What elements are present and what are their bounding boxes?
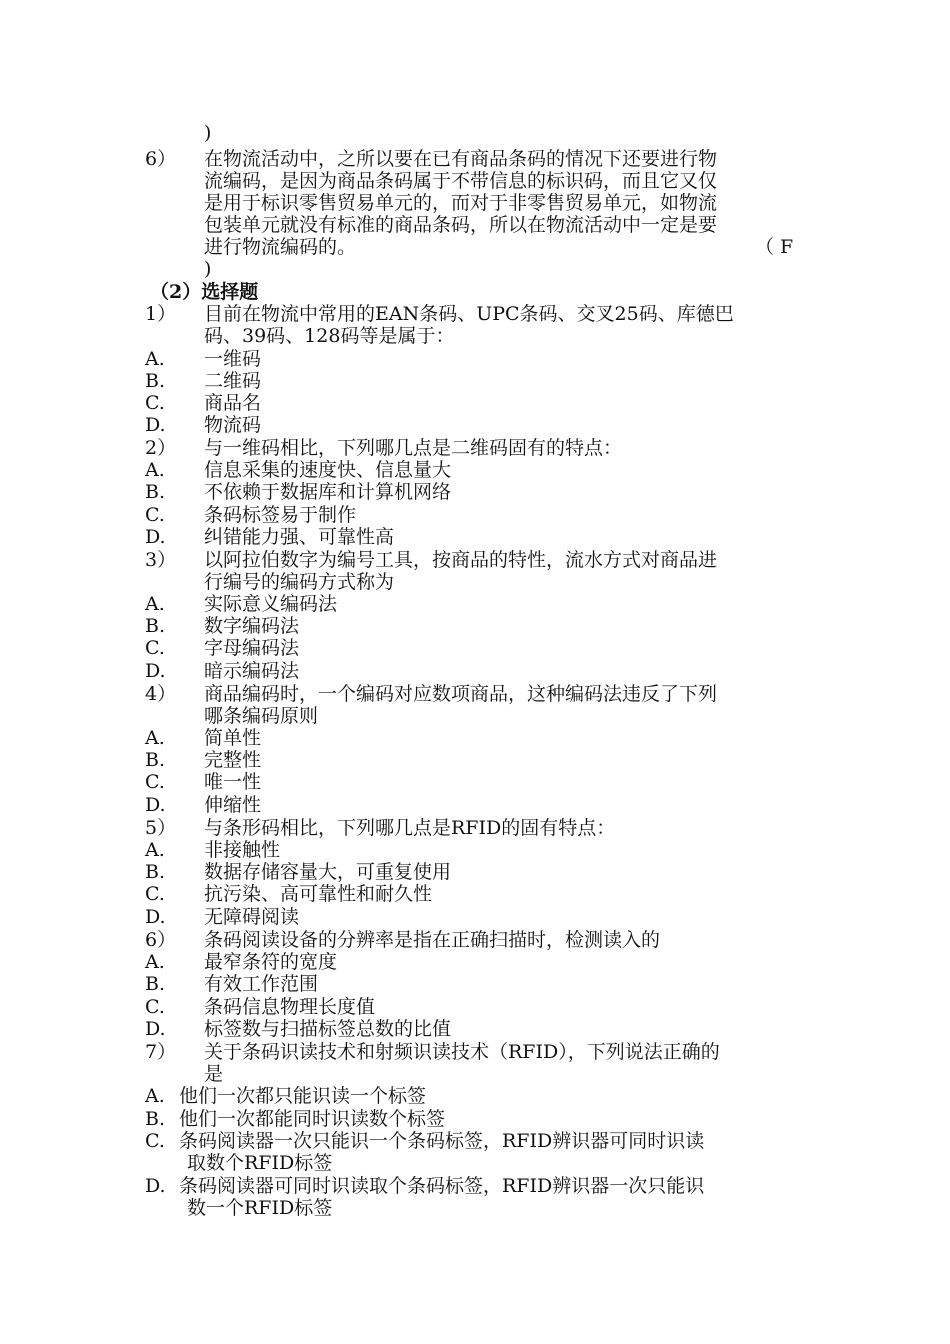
option-text: 数据存储容量大，可重复使用 [204,861,452,883]
option-text: 字母编码法 [204,637,300,659]
option-letter: B. [145,861,166,883]
option-text: 完整性 [204,749,262,771]
option-text: 不依赖于数据库和计算机网络 [204,481,452,503]
option-letter: C. [145,1130,165,1152]
question-number: 1） [145,303,177,325]
option-letter: A. [145,839,165,861]
question-text: 与一维码相比，下列哪几点是二维码固有的特点： [204,437,623,459]
option-letter: D. [145,906,166,928]
option-letter: A. [145,348,165,370]
option-text: 最窄条符的宽度 [204,951,338,973]
option-letter: D. [145,660,166,682]
option-text: 暗示编码法 [204,660,300,682]
option-text: 非接触性 [204,839,281,861]
option-letter: B. [145,370,166,392]
question-text: 哪条编码原则 [204,705,319,727]
judgement-q6-line: 是用于标识零售贸易单元的，而对于非零售贸易单元，如物流 [204,192,718,214]
option-letter: C. [145,504,165,526]
option-letter: A. [145,593,165,615]
option-letter: B. [145,615,166,637]
option-text: 纠错能力强、可靠性高 [204,526,395,548]
judgement-q6-line: 进行物流编码的。 [204,236,357,258]
question-number: 2） [145,437,177,459]
option-text: 条码信息物理长度值 [204,996,376,1018]
question-text: 关于条码识读技术和射频识读技术（RFID），下列说法正确的 [204,1041,720,1063]
question-text: 条码阅读设备的分辨率是指在正确扫描时，检测读入的 [204,929,661,951]
option-letter: A. [145,727,165,749]
option-letter: B. [145,481,166,503]
option-text: 他们一次都只能识读一个标签 [179,1085,427,1107]
option-text: 他们一次都能同时识读数个标签 [179,1108,446,1130]
option-text: 实际意义编码法 [204,593,338,615]
option-letter: C. [145,392,165,414]
option-text: 伸缩性 [204,794,262,816]
judgement-q6-line: 流编码，是因为商品条码属于不带信息的标识码，而且它又仅 [204,170,718,192]
option-text: 物流码 [204,414,262,436]
judgement-q6-line: 在物流活动中，之所以要在已有商品条码的情况下还要进行物 [204,148,718,170]
option-text: 简单性 [204,727,262,749]
option-text: 标签数与扫描标签总数的比值 [204,1018,452,1040]
option-letter: C. [145,996,165,1018]
question-text: 目前在物流中常用的EAN条码、UPC条码、交叉25码、库德巴 [204,303,734,325]
option-text: 唯一性 [204,771,262,793]
option-letter: B. [145,749,166,771]
option-text: 抗污染、高可靠性和耐久性 [204,883,433,905]
question-text: 行编号的编码方式称为 [204,571,395,593]
question-number: 4） [145,683,177,705]
option-letter: C. [145,771,165,793]
option-letter: C. [145,637,165,659]
option-letter: D. [145,526,166,548]
option-letter: A. [145,951,165,973]
judgement-q6-answer: （ F [755,236,794,258]
judgement-q6-line: 包装单元就没有标准的商品条码，所以在物流活动中一定是要 [204,214,718,236]
question-text: 以阿拉伯数字为编号工具，按商品的特性，流水方式对商品进 [204,549,718,571]
question-text: 是 [204,1063,224,1085]
option-letter: D. [145,1175,166,1197]
option-letter: A. [145,459,165,481]
paren-close: ) [204,122,212,144]
option-text: 商品名 [204,392,262,414]
option-letter: D. [145,794,166,816]
question-number: 7） [145,1041,177,1063]
question-text: 商品编码时，一个编码对应数项商品，这种编码法违反了下列 [204,683,718,705]
option-text: 条码阅读器一次只能识一个条码标签，RFID辨识器可同时识读 [179,1130,705,1152]
question-number: 5） [145,817,177,839]
option-text: 条码阅读器可同时识读取个条码标签，RFID辨识器一次只能识 [179,1175,705,1197]
option-text: 数字编码法 [204,615,300,637]
question-text: 与条形码相比，下列哪几点是RFID的固有特点： [204,817,616,839]
option-letter: C. [145,883,165,905]
option-text: 数一个RFID标签 [187,1197,333,1219]
option-letter: D. [145,1018,166,1040]
paren-close: ) [204,258,212,280]
option-letter: B. [145,1108,166,1130]
option-letter: A. [145,1085,165,1107]
question-text: 码、39码、128码等是属于： [204,325,455,347]
option-text: 无障碍阅读 [204,906,300,928]
judgement-q6-number: 6） [145,148,177,170]
option-text: 条码标签易于制作 [204,504,357,526]
option-letter: D. [145,414,166,436]
question-number: 3） [145,549,177,571]
option-text: 取数个RFID标签 [187,1152,333,1174]
question-number: 6） [145,929,177,951]
section-title: （2）选择题 [150,281,259,303]
option-text: 有效工作范围 [204,973,319,995]
option-letter: B. [145,973,166,995]
option-text: 一维码 [204,348,262,370]
option-text: 信息采集的速度快、信息量大 [204,459,452,481]
option-text: 二维码 [204,370,262,392]
